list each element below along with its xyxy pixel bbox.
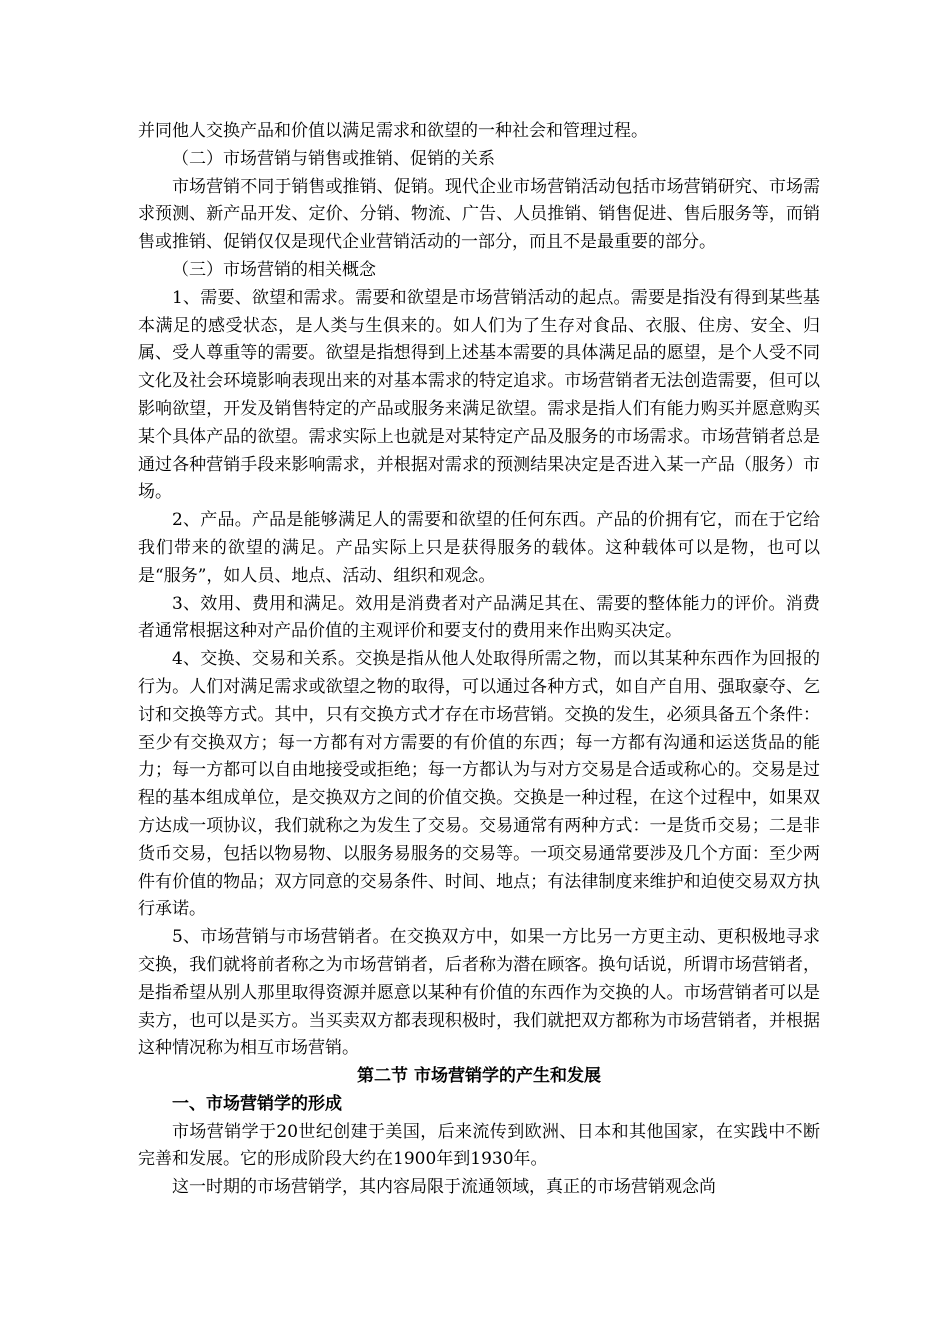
subheading-relationship: （二）市场营销与销售或推销、促销的关系	[172, 148, 495, 169]
paragraph-products: 2、产品。产品是能够满足人的需要和欲望的任何东西。产品的价拥有它，而在于它给我们带来的欲望的满足。产品实际上只是获得服务的载体。这种载体可以是物，也可以是“服务”，如人员、地点、活动、组织和观念。	[138, 510, 820, 586]
paragraph-exchange-transaction: 4、交换、交易和关系。交换是指从他人处取得所需之物，而以其某种东西作为回报的行为。人们对满足需求或欲望之物的取得，可以通过各种方式，如自产自用、强取豪夺、乞讨和交换等方式。其中，只有交换方式才存在市场营销。交换的发生，必须具备五个条件：至少有交换双方；每一方都有对方需要的有价值的东西；每一方都有沟通和运送货品的能力；每一方都可以自由地接受或拒绝；每一方都认为与对方交易是合适或称心的。交易是过程的基本组成单位，是交换双方之间的价值交换。交换是一种过程，在这个过程中，如果双方达成一项协议，我们就称之为发生了交易。交易通常有两种方式：一是货币交易；二是非货币交易，包括以物易物、以服务易服务的交易等。一项交易通常要涉及几个方面：至少两件有价值的物品；双方同意的交易条件、时间、地点；有法律制度来维护和迫使交易双方执行承诺。	[138, 649, 820, 920]
paragraph-needs-wants-demands: 1、需要、欲望和需求。需要和欲望是市场营销活动的起点。需要是指没有得到某些基本满足的感受状态，是人类与生俱来的。如人们为了生存对食品、衣服、住房、安全、归属、受人尊重等的需要。欲望是指想得到上述基本需要的具体满足品的愿望，是个人受不同文化及社会环境影响表现出来的对基本需求的特定追求。市场营销者无法创造需要，但可以影响欲望，开发及销售特定的产品或服务来满足欲望。需求是指人们有能力购买并愿意购买某个具体产品的欲望。需求实际上也就是对某特定产品及服务的市场需求。市场营销者总是通过各种营销手段来影响需求，并根据对需求的预测结果决定是否进入某一产品（服务）市场。	[138, 287, 820, 503]
subsection-title: 一、市场营销学的形成	[172, 1093, 342, 1114]
section-title: 第二节 市场营销学的产生和发展	[357, 1066, 601, 1087]
paragraph-marketing-vs-sales: 市场营销不同于销售或推销、促销。现代企业市场营销活动包括市场营销研究、市场需求预测、新产品开发、定价、分销、物流、广告、人员推销、销售促进、售后服务等，而销售或推销、促销仅仅是现代企业营销活动的一部分，而且不是最重要的部分。	[138, 176, 820, 253]
paragraph-marketers: 5、市场营销与市场营销者。在交换双方中，如果一方比另一方更主动、更积极地寻求交换，我们就将前者称之为市场营销者，后者称为潜在顾客。换句话说，所谓市场营销者，是指希望从别人那里取得资源并愿意以某种有价值的东西作为交换的人。市场营销者可以是卖方，也可以是买方。当买卖双方都表现积极时，我们就把双方都称为市场营销者，并根据这种情况称为相互市场营销。	[138, 927, 820, 1059]
paragraph-utility-cost-satisfaction: 3、效用、费用和满足。效用是消费者对产品满足其在、需要的整体能力的评价。消费者通常根据这种对产品价值的主观评价和要支付的费用来作出购买决定。	[138, 593, 820, 642]
paragraph-formation-period: 这一时期的市场营销学，其内容局限于流通领域，真正的市场营销观念尚	[172, 1177, 716, 1198]
paragraph-continuation: 并同他人交换产品和价值以满足需求和欲望的一种社会和管理过程。	[138, 121, 648, 141]
subheading-related-concepts: （三）市场营销的相关概念	[172, 259, 376, 280]
paragraph-formation: 市场营销学于20世纪创建于美国，后来流传到欧洲、日本和其他国家，在实践中不断完善和发展。它的形成阶段大约在1900年到1930年。	[138, 1121, 820, 1170]
